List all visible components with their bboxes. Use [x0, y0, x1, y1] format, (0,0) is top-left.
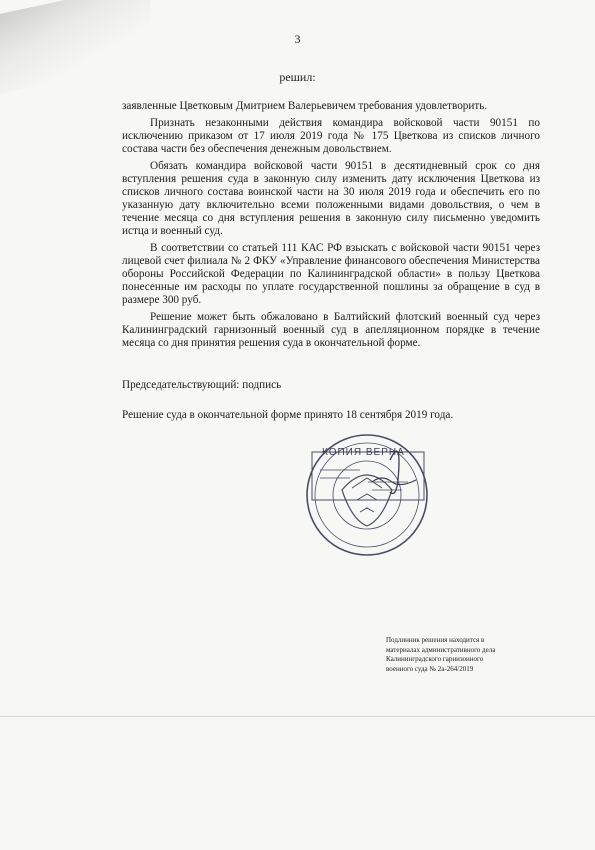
copy-verified-label: КОПИЯ ВЕРНА: [322, 447, 405, 458]
paragraph: Решение может быть обжаловано в Балтийский флотский военный суд через Калининградский гарнизонный военный суд в апелляционном порядке в течение месяца со дня принятия решения суда в окончательной форме.: [122, 311, 540, 349]
paragraph: В соответствии со статьей 111 КАС РФ взыскать с войсковой части 90151 через лицевой счет филиала № 2 ФКУ «Управление финансового обеспечения Министерства обороны Российской Федерации по Калининградской области» в пользу Цветкова понесенные им расходы по уплате государственной пошлины за обращение в суд в размере 300 руб.: [122, 242, 540, 306]
final-form-line: Решение суда в окончательной форме принято 18 сентября 2019 года.: [122, 409, 454, 421]
note-line: материалах административного дела: [386, 645, 496, 654]
decision-body: [122, 100, 540, 354]
original-location-note: [386, 636, 536, 674]
decision-heading: решил:: [279, 70, 316, 84]
presiding-signature-line: Председательствующий: подпись: [122, 379, 282, 391]
paragraph: заявленные Цветковым Дмитрием Валерьевичем требования удовлетворить.: [122, 100, 488, 112]
paragraph: Признать незаконными действия командира войсковой части 90151 по исключению приказом от 17 июля 2019 года № 175 Цветкова из списков личного состава части без обеспечения денежным довольствием.: [122, 117, 540, 155]
note-line: Калининградского гарнизонного: [386, 655, 484, 663]
fold-line: [0, 716, 595, 717]
note-line: Подлинник решения находится в: [386, 636, 485, 644]
page-number: 3: [294, 32, 301, 46]
paragraph: Обязать командира войсковой части 90151 в десятидневный срок со дня вступления решения суда в законную силу изменить дату исключения Цветкова из списков личного состава воинской части на 30 июля 2019 года и обеспечить его по указанную дату включительно всеми положенными видами довольствия, о чем в течение месяца со дня вступления решения в законную силу письменно уведомить истца и военный суд.: [122, 160, 540, 237]
note-line: военного суда № 2а-264/2019: [386, 664, 474, 673]
